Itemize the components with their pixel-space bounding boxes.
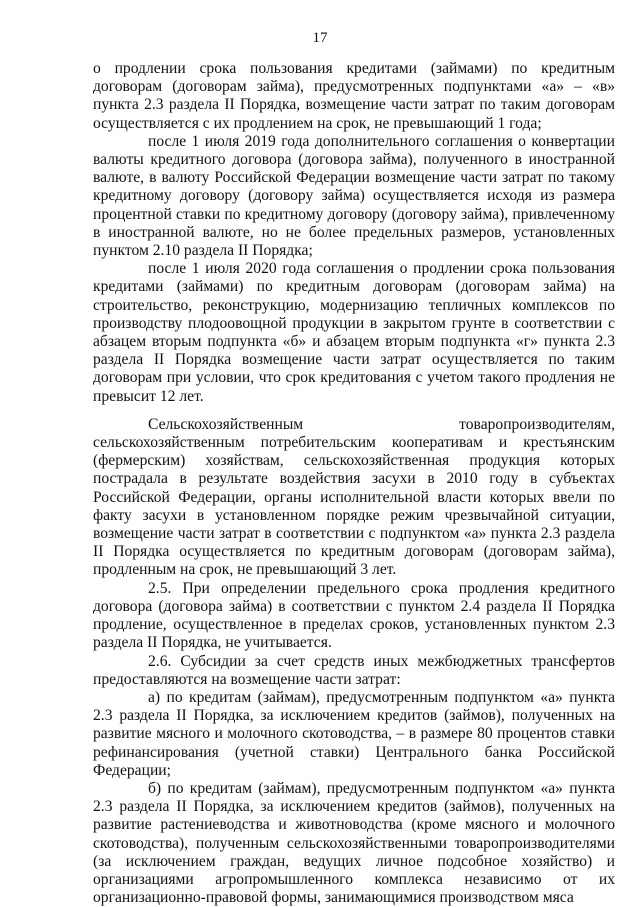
- paragraph-2-5: 2.5. При определении предельного срока продления кредитного договора (договора займа) в соответствии с пунктом 2.4 раздела II Порядка продление, осуществленное в пределах сроков, установленных пунктом 2.3 раздела II Порядка, не учитывается.: [93, 579, 615, 652]
- paragraph-2-6: 2.6. Субсидии за счет средств иных межбюджетных трансфертов предоставляются на возмещение части затрат:: [93, 652, 615, 688]
- paragraph-2-6-b: б) по кредитам (займам), предусмотренным подпунктом «а» пункта 2.3 раздела II Порядка, за исключением кредитов (займов), полученных на развитие растениеводства и животноводства (кроме мясного и молочного скотоводства), полученным сельскохозяйственными товаропроизводителями (за исключением граждан, ведущих личное подсобное хозяйство) и организациями агропромышленного комплекса независимо от их организационно-правовой формы, занимающимися производством мяса: [93, 779, 615, 907]
- document-body: [93, 60, 615, 907]
- paragraph-greenhouse-extension: после 1 июля 2020 года соглашения о продлении срока пользования кредитами (займами) по кредитным договорам (договорам займа) на строительство, реконструкцию, модернизацию тепличных комплексов по производству плодоовощной продукции в закрытом грунте в соответствии с абзацем вторым подпункта «б» и абзацем вторым подпункта «г» пункта 2.3 раздела II Порядка возмещение части затрат осуществляется по таким договорам при условии, что срок кредитования с учетом такого продления не превысит 12 лет.: [93, 260, 615, 405]
- paragraph-continuation: о продлении срока пользования кредитами (займами) по кредитным договорам (договорам займа), предусмотренных подпунктами «а» – «в» пункта 2.3 раздела II Порядка, возмещение части затрат по таким договорам осуществляется с их продлением на срок, не превышающий 1 года;: [93, 60, 615, 132]
- paragraph-2-6-a: а) по кредитам (займам), предусмотренным подпунктом «а» пункта 2.3 раздела II Порядка, за исключением кредитов (займов), полученных на развитие мясного и молочного скотоводства, – в размере 80 процентов ставки рефинансирования (учетной ставки) Центрального банка Российской Федерации;: [93, 688, 615, 779]
- paragraph-currency-conversion: после 1 июля 2019 года дополнительного соглашения о конвертации валюты кредитного договора (договора займа), полученного в иностранной валюте, в валюту Российской Федерации возмещение части затрат по такому кредитному договору (договору займа) осуществляется исходя из размера процентной ставки по кредитному договору (договору займа), привлеченному в иностранной валюте, но не более предельных размеров, установленных пунктом 2.10 раздела II Порядка;: [93, 132, 615, 260]
- page-number: 17: [312, 30, 328, 46]
- paragraph-drought-2010: Сельскохозяйственным товаропроизводителям, сельскохозяйственным потребительским кооперативам и крестьянским (фермерским) хозяйствам, сельскохозяйственная продукция которых пострадала в результате воздействия засухи в 2010 году в субъектах Российской Федерации, органы исполнительной власти которых ввели по факту засухи в установленном порядке режим чрезвычайной ситуации, возмещение части затрат в соответствии с подпунктом «а» пункта 2.3 раздела II Порядка осуществляется по кредитным договорам (договорам займа), продленным на срок, не превышающий 3 лет.: [93, 415, 615, 579]
